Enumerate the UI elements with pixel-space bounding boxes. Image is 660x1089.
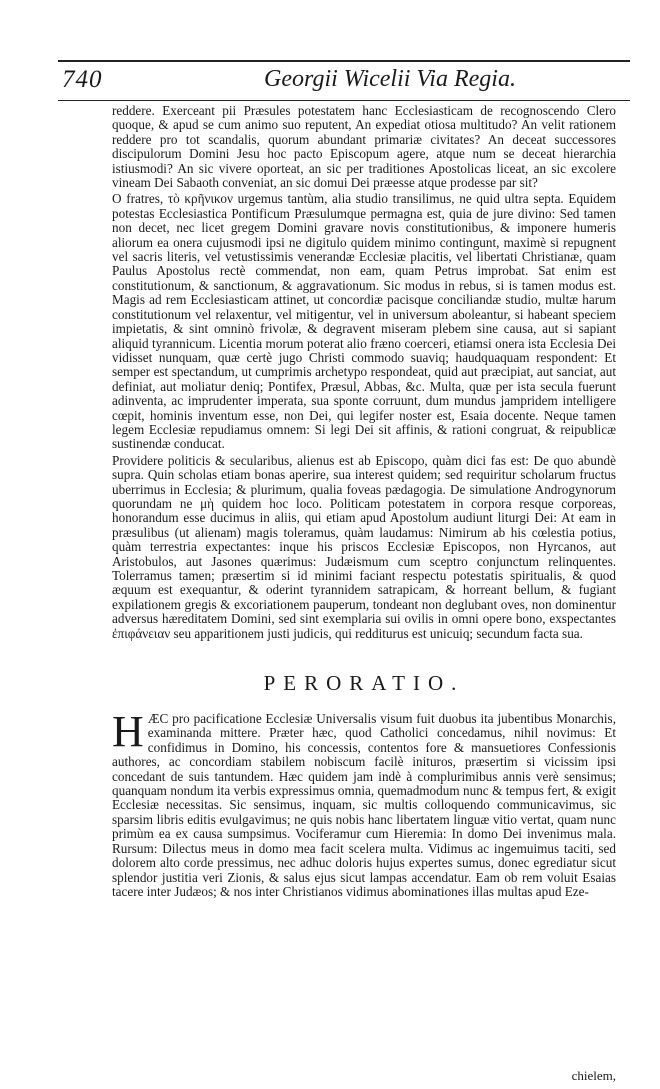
drop-cap: H: [112, 707, 144, 757]
paragraph-1: reddere. Exerceant pii Præsules potestatem hanc Ecclesiasticam de recognoscendo Clero quoque, & apud se cum animo suo reputent, An expediat otiosa multitudo? An velit rationem reddere pro tot scandalis, quorum abundant primariæ civitates? An deceat successores discipulorum Domini Jesu hoc pacto Episcopum agere, atque num se deceat hierarchia istiusmodi? An sic vivere oporteat, an sic per traditiones Apostolicas liceat, an sic excolere vineam Dei Sabaoth conveniat, an sic domui Dei præesse atque prodesse par sit?: [112, 103, 616, 191]
peroratio-text: ÆC pro pacificatione Ecclesiæ Universalis visum fuit duobus ita jubentibus Monarchis, examinanda mittere. Præter hæc, quod Catholici concedamus, nihil novimus: Et confidimus in Domino, his concessis, contentos fore & mansuetiores Confessionis authores, ac concordiam stabilem nobiscum facilè inituros, præsertim si vicissim ipsi concedant de suis tantundem. Hæc quidem jam indè à complurimibus annis verè sensimus; quanquam nondum ita verbis expressimus omnia, quemadmodum nunc & tempus fert, & exigit Ecclesiæ necessitas. Sic sensimus, inquam, sic multis colloquendo communicavimus, sic sparsim libris editis evulgavimus; ne quis nobis hanc libertatem linguæ vitio vertat, quam nunc primùm ea ex causa sumpsimus. Vociferamur cum Hieremia: In domo Dei invenimus mala. Rursum: Dilectus meus in domo mea facit scelera multa. Vidimus ac ingemuimus taciti, sed dolorem alto corde pressimus, nec adhuc doloris hujus expertes sumus, donec egrediatur sicut splendor justitia veri Zionis, & salus ejus sicut lampas accendatur. Eam ob rem voluit Esaias tacere inter Judæos; & nos inter Christianos vidimus abominationes illas multas apud Eze-: [112, 711, 616, 899]
paragraph-3: Providere politicis & secularibus, alienus est ab Episcopo, quàm dici fas est: De quo abundè supra. Quin scholas etiam bonas aperire, sua interest quidem; sed requiritur scholarum fructus uberrimus in Ecclesia; & plurimum, qualia foveas pædagogia. De simulatione Androgynorum quorundam ne μὴ quidem hoc loco. Politicam potestatem in corpora resque corporeas, honorandum esse ducimus in aliis, qui etiam apud Apostolum audiunt liturgi Dei: At eam in præsulibus (ut alienam) magis toleramus, quàm laudamus: Nimirum ab his cœlestia potius, quàm terrestria expectantes: inque his priscos Ecclesiæ Episcopos, non Hyrcanos, aut Aristobulos, aut Jasones quærimus: Judæismum cum sceptro conjunctum relinquentes. Tolerramus tamen; præsertim si id minimi faciant respectu potestatis spiritualis, & quod æquum est exequantur, & oderint tyrannidem satrapicam, & horreant bellum, & fugiant expilationem gregis & excoriationem pauperum, tondeant non deglubant oves, non dominentur adversus hæreditatem Domini, sed sint exemplaria sui ovilis in omni opere bono, exspectantes ἐπιφάνειαν seu apparitionem justi judicis, qui redditurus est unicuiq; secundum facta sua.: [112, 452, 616, 641]
header-top-rule: [58, 60, 630, 62]
header-bottom-rule: [58, 100, 630, 101]
catchword: chielem,: [571, 1068, 616, 1083]
paragraph-2: O fratres, τὸ κρῆνικον urgemus tantùm, alia studio transilimus, ne quid ultra septa. Equidem potestas Ecclesiastica Pontificum Præsulumque permagna est, quia de jure divino: Sed tamen non decet, nec licet gregem Domini gravare novis constitutionibus, & imponere humeris aliorum ea onera cujusmodi ipsi ne digitulo quidem minimo contingunt, maximè si repugnent vel sacris literis, vel vetustissimis venerandæ Ecclesiæ placitis, vel libertati Christianæ, quam Paulus Apostolus rectè commendat, non eam, quam Petrus improbat. Sat enim est constitutionum, & sanctionum, & aggravationum. Sic modus in rebus, si is tamen modus est. Magis ad rem Ecclesiasticam attinet, ut concordiæ pacisque conciliandæ studio, multæ harum constitutionum vel relaxentur, vel mitigentur, vel in universum aboleantur, si habeant speciem impietatis, & sint omninò frivolæ, & degravent miseram plebem sine causa, aut si sapiant aliquid tyrannicum. Licentia morum poterat alio fræno coerceri, etiamsi onera ista Ecclesia Dei vidisset nunquam, quæ certè jugo Christi commodo suaviq; haudquaquam respondent: Et semper est spectandum, ut cumprimis archetypo respondeat, quid aut præcipiat, aut sanciat, aut definiat, aut moliatur deniq; Pontifex, Præsul, Abbas, &c. Multa, quæ per ista secula fuerunt adinventa, ac imprudenter imperata, sua sponte corruunt, dum mundus jampridem intelligere cœpit, hominis inventum esse, non Dei, qui legifer noster est, Esaia docente. Neque tamen legem Ecclesiæ repudiamus omnem: Si legi Dei sit affinis, & rationi congruat, & reipublicæ sustinendæ conducat.: [112, 191, 616, 452]
running-head: Georgii Wicelii Via Regia.: [264, 66, 516, 92]
text-body: [112, 104, 616, 901]
page-number: 740: [62, 66, 103, 93]
section-heading: PERORATIO.: [263, 671, 465, 696]
peroratio-paragraph: [112, 707, 616, 899]
